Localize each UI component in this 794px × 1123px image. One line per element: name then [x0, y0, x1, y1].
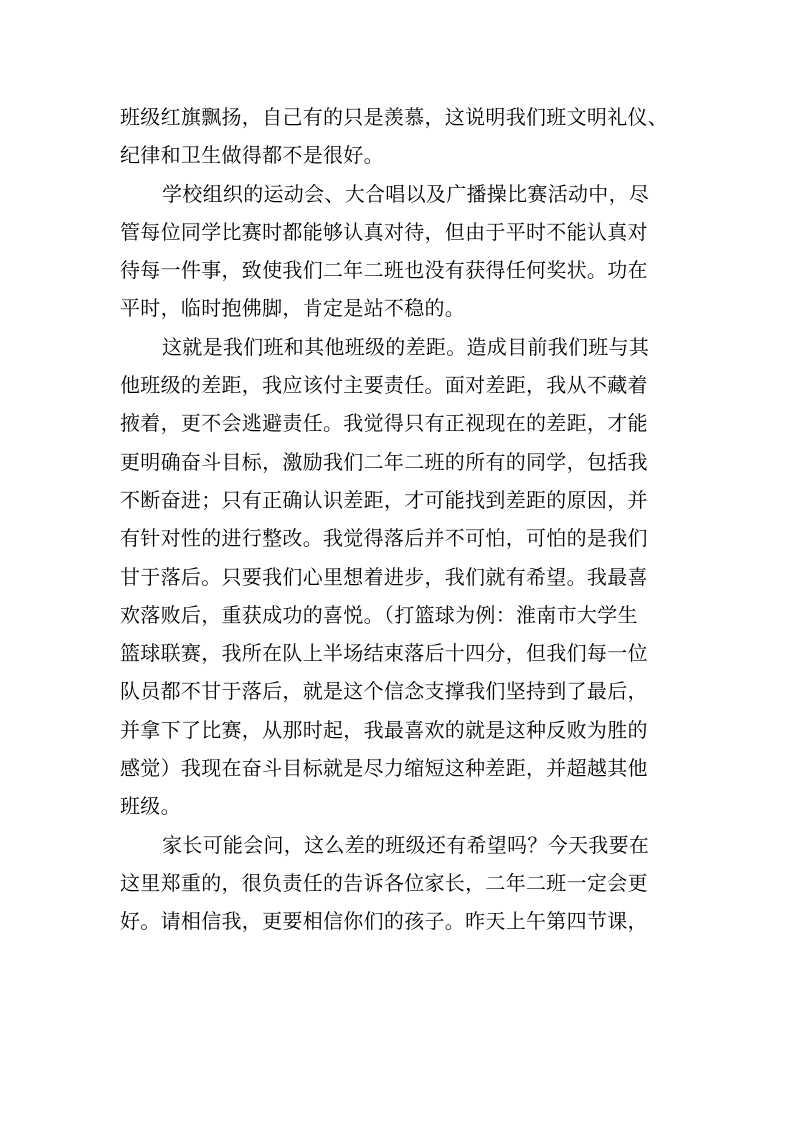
text-line: 好。请相信我，更要相信你们的孩子。昨天上午第四节课， — [120, 909, 648, 934]
text-line: 纪律和卫生做得都不是很好。 — [120, 143, 384, 168]
text-line: 感觉）我现在奋斗目标就是尽力缩短这种差距，并超越其他 — [120, 756, 648, 781]
text-line: 掖着，更不会逃避责任。我觉得只有正视现在的差距，才能 — [120, 411, 648, 436]
text-line: 平时，临时抱佛脚，肯定是站不稳的。 — [120, 296, 466, 321]
text-line: 甘于落后。只要我们心里想着进步，我们就有希望。我最喜 — [120, 564, 648, 589]
text-line: 篮球联赛，我所在队上半场结束落后十四分，但我们每一位 — [120, 641, 648, 666]
text-line: 班级红旗飘扬，自己有的只是羡慕，这说明我们班文明礼仪、 — [120, 105, 669, 129]
paragraph-4 — [120, 826, 690, 941]
text-line: 学校组织的运动会、大合唱以及广播操比赛活动中，尽 — [162, 181, 650, 206]
text-line: 管每位同学比赛时都能够认真对待，但由于平时不能认真对 — [120, 219, 648, 244]
document-body — [120, 98, 690, 941]
text-line: 队员都不甘于落后，就是这个信念支撑我们坚持到了最后， — [120, 679, 648, 704]
paragraph-1 — [120, 98, 690, 175]
text-line: 班级。 — [120, 794, 181, 819]
paragraph-3 — [120, 328, 690, 826]
text-line: 欢落败后，重获成功的喜悦。（打篮球为例：淮南市大学生 — [120, 602, 638, 627]
text-line: 并拿下了比赛，从那时起，我最喜欢的就是这种反败为胜的 — [120, 717, 648, 742]
text-line: 更明确奋斗目标，激励我们二年二班的所有的同学，包括我 — [120, 449, 648, 474]
text-line: 这就是我们班和其他班级的差距。造成目前我们班与其 — [162, 334, 650, 359]
paragraph-2 — [120, 175, 690, 328]
text-line: 家长可能会问，这么差的班级还有希望吗？今天我要在 — [162, 832, 650, 857]
text-line: 这里郑重的，很负责任的告诉各位家长，二年二班一定会更 — [120, 870, 648, 895]
text-line: 不断奋进；只有正确认识差距，才可能找到差距的原因，并 — [120, 487, 648, 512]
text-line: 他班级的差距，我应该付主要责任。面对差距，我从不藏着 — [120, 373, 648, 398]
text-line: 有针对性的进行整改。我觉得落后并不可怕，可怕的是我们 — [120, 526, 648, 551]
text-line: 待每一件事，致使我们二年二班也没有获得任何奖状。功在 — [120, 258, 648, 283]
